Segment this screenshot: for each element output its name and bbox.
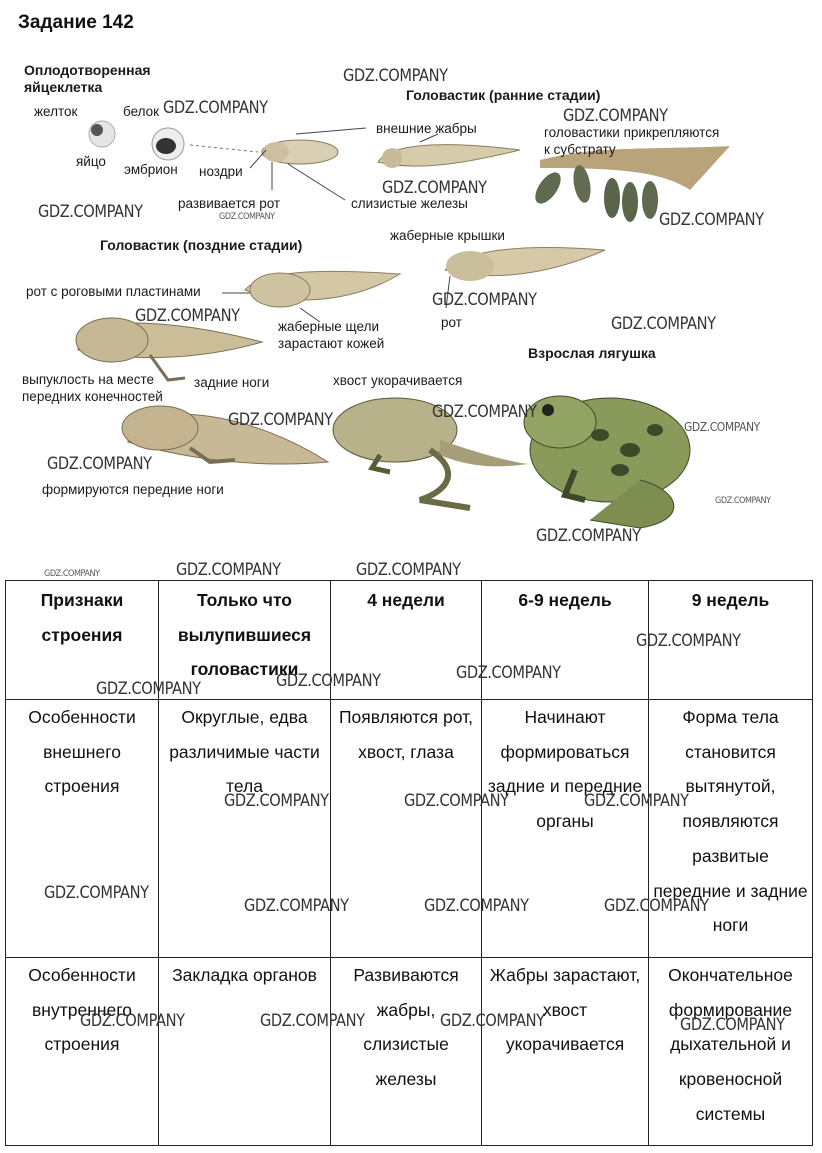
header-features: Признаки строения	[6, 581, 159, 700]
watermark: GDZ.COMPANY	[260, 1011, 365, 1031]
development-stages-table	[5, 580, 813, 1146]
table-cell: Форма тела становится вытянутой, появляются развитые передние и задние ноги	[649, 700, 813, 958]
watermark: GDZ.COMPANY	[684, 420, 760, 434]
watermark: GDZ.COMPANY	[224, 791, 329, 811]
label-fertilized-egg: Оплодотворенная яйцеклетка	[24, 62, 151, 95]
watermark: GDZ.COMPANY	[356, 560, 461, 580]
table-cell: Закладка органов	[159, 958, 331, 1146]
header-4-weeks: 4 недели	[331, 581, 482, 700]
header-just-hatched: Только что вылупившиеся головастики	[159, 581, 331, 700]
watermark: GDZ.COMPANY	[343, 66, 448, 86]
header-9-weeks: 9 недель	[649, 581, 813, 700]
label-bulge: выпуклость на месте передних конечностей	[22, 372, 163, 404]
watermark: GDZ.COMPANY	[219, 212, 275, 222]
label-late-stages: Головастик (поздние стадии)	[100, 237, 303, 253]
watermark: GDZ.COMPANY	[456, 663, 561, 683]
table-row	[6, 958, 813, 1146]
tadpole-gill-covers-icon	[445, 248, 605, 281]
cell-feature: Особенности внешнего строения	[6, 700, 159, 958]
label-egg: яйцо	[76, 154, 106, 169]
watermark: GDZ.COMPANY	[659, 210, 764, 230]
cell-feature: Особенности внутреннего строения	[6, 958, 159, 1146]
watermark: GDZ.COMPANY	[424, 896, 529, 916]
watermark: GDZ.COMPANY	[611, 314, 716, 334]
watermark: GDZ.COMPANY	[432, 290, 537, 310]
watermark: GDZ.COMPANY	[536, 526, 641, 546]
watermark: GDZ.COMPANY	[244, 896, 349, 916]
table-cell: Округлые, едва различимые части тела	[159, 700, 331, 958]
watermark: GDZ.COMPANY	[563, 106, 668, 126]
tadpole-with-gills-icon	[378, 145, 520, 168]
watermark: GDZ.COMPANY	[80, 1011, 185, 1031]
label-adult-frog: Взрослая лягушка	[528, 345, 656, 361]
watermark: GDZ.COMPANY	[276, 671, 381, 691]
frog-development-figure	[0, 50, 822, 560]
task-title: Задание 142	[18, 12, 134, 33]
late-tadpole-icon	[245, 271, 400, 307]
table-cell: Появляются рот, хвост, глаза	[331, 700, 482, 958]
watermark: GDZ.COMPANY	[135, 306, 240, 326]
label-mouth: рот	[441, 315, 462, 330]
watermark: GDZ.COMPANY	[163, 98, 268, 118]
label-mouth-develops: развивается рот	[178, 196, 281, 211]
label-gill-covers: жаберные крышки	[390, 228, 505, 243]
watermark: GDZ.COMPANY	[404, 791, 509, 811]
watermark: GDZ.COMPANY	[382, 178, 487, 198]
watermark: GDZ.COMPANY	[44, 569, 100, 579]
embryo-icon	[152, 128, 184, 160]
watermark: GDZ.COMPANY	[228, 410, 333, 430]
label-gill-slits: жаберные щели зарастают кожей	[278, 319, 385, 351]
watermark: GDZ.COMPANY	[38, 202, 143, 222]
label-yolk: желток	[34, 104, 78, 119]
early-tadpole-icon	[262, 140, 338, 164]
label-white: белок	[123, 104, 160, 119]
table-cell: Развиваются жабры, слизистые железы	[331, 958, 482, 1146]
egg-icon	[89, 121, 115, 147]
label-attach-substrate: головастики прикрепляются к субстрату	[544, 125, 720, 157]
table-cell: Жабры зарастают, хвост укорачивается	[482, 958, 649, 1146]
label-mucous-glands: слизистые железы	[351, 196, 468, 211]
watermark: GDZ.COMPANY	[47, 454, 152, 474]
watermark: GDZ.COMPANY	[432, 402, 537, 422]
label-front-legs-form: формируются передние ноги	[42, 482, 224, 497]
header-6-9-weeks: 6-9 недель	[482, 581, 649, 700]
label-horny-mouth: рот с роговыми пластинами	[26, 284, 201, 299]
label-early-stages: Головастик (ранние стадии)	[406, 87, 601, 103]
watermark: GDZ.COMPANY	[176, 560, 281, 580]
label-tail-shortens: хвост укорачивается	[333, 373, 463, 388]
watermark: GDZ.COMPANY	[96, 679, 201, 699]
label-embryo: эмбрион	[124, 162, 178, 177]
watermark: GDZ.COMPANY	[636, 631, 741, 651]
table-row	[6, 700, 813, 958]
watermark: GDZ.COMPANY	[604, 896, 709, 916]
watermark: GDZ.COMPANY	[440, 1011, 545, 1031]
watermark: GDZ.COMPANY	[680, 1015, 785, 1035]
watermark: GDZ.COMPANY	[584, 791, 689, 811]
label-external-gills: внешние жабры	[376, 121, 477, 136]
table-cell: Начинают формироваться задние и передние органы	[482, 700, 649, 958]
watermark: GDZ.COMPANY	[715, 496, 771, 506]
label-nostrils: ноздри	[199, 164, 243, 179]
adult-frog-icon	[524, 396, 690, 528]
label-hind-legs: задние ноги	[194, 375, 270, 390]
table-cell: Окончательное формирование дыхательной и кровеносной системы	[649, 958, 813, 1146]
watermark: GDZ.COMPANY	[44, 883, 149, 903]
